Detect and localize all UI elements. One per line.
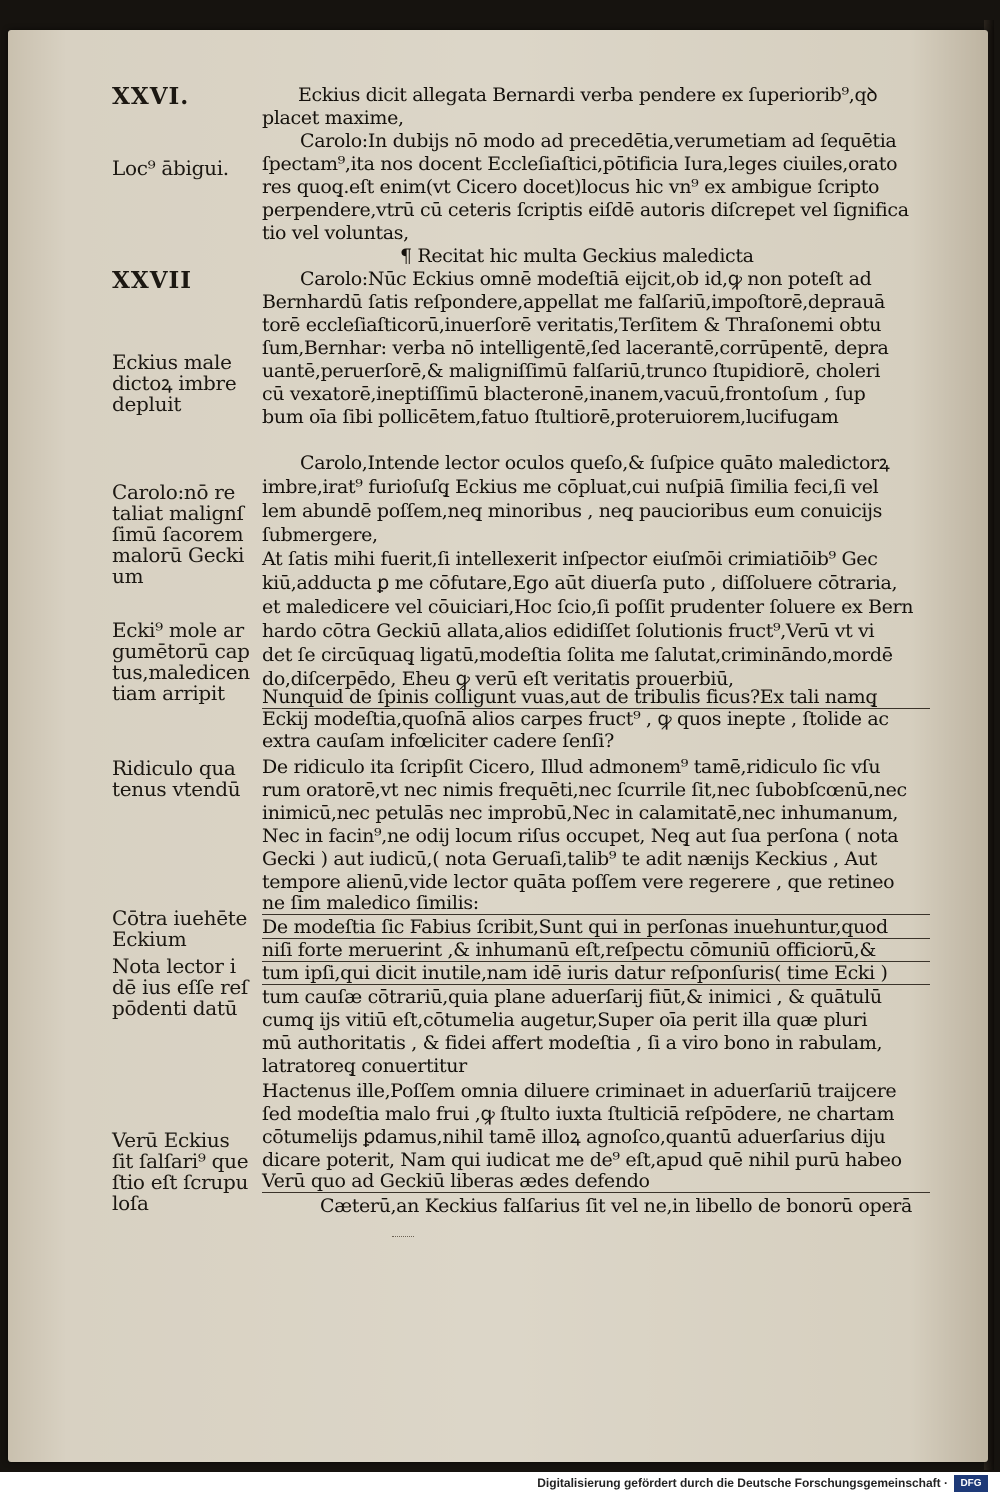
- margin-note: Cōtra iuehēte Eckium: [112, 906, 248, 951]
- text-line: Cæterū,an Keckius falſarius ſit vel ne,in libello de bonorū operā: [320, 1195, 912, 1217]
- text-line: ſum,Bernhar: verba nō intelligentē,ſed lacerantē,corrūpentē, depra: [262, 337, 889, 359]
- text-line: placet maxime,: [262, 107, 404, 129]
- footer-bar: [0, 1472, 1000, 1496]
- text-line: inimicū,nec petulās nec improbū,Nec in calamitatē,nec inhumanum,: [262, 802, 899, 824]
- text-line: Nec in facin⁹,ne odij locum riſus occupet, Neq̧ aut ſua perſona ( nota: [262, 825, 899, 847]
- margin-note: XXVII: [112, 267, 193, 294]
- text-line: dicare poterit, Nam qui iudicat me de⁹ eſt,apud quē nihil purū habeo: [262, 1149, 902, 1171]
- text-line: et maledicere vel cōuiciari,Hoc ſcio,ſi poſſit prudenter ſoluere ex Bern: [262, 596, 914, 618]
- text-line: Bernhardū ſatis reſpondere,appellat me falſariū,impoſtorē,deprauā: [262, 291, 885, 313]
- text-line: De ridiculo ita ſcripſit Cicero, Illud admonem⁹ tamē,ridiculo ſic vſu: [262, 756, 881, 778]
- text-line: latratoreq̧ conuertitur: [262, 1055, 467, 1077]
- text-line: do,diſcerpēdo, Eheu ꝙ verū eſt veritatis prouerbiū,: [262, 668, 734, 690]
- text-line: tempore alienū,vide lector quāta poſſem vere regerere , que retineo: [262, 871, 895, 893]
- text-line: bum oīa ſibi pollicētem,fatuo ſtultiorē,proteruiorem,lucifugam: [262, 406, 839, 428]
- text-line: Carolo:In dubijs nō modo ad precedētia,verumetiam ad ſequētia: [300, 130, 897, 152]
- text-line: tum ipſi,qui dicit inutile,nam idē iuris datur reſponſuris( time Ecki ): [262, 962, 930, 985]
- text-line: ne ſim maledico ſimilis:: [262, 892, 930, 915]
- text-line: ſpectam⁹,ita nos docent Eccleſiaſtici,pōtificia Iura,leges ciuiles,orato: [262, 153, 898, 175]
- text-line: At ſatis mihi fuerit,ſi intellexerit inſpector eiuſmōi crimiatiōib⁹ Gec: [262, 548, 878, 570]
- text-line: De modeſtia ſic Fabius ſcribit,Sunt qui in perſonas inuehuntur,quod: [262, 916, 930, 939]
- text-line: rum oratorē,vt nec nimis frequēti,nec ſcurrile ſit,nec ſubobſcœnū,nec: [262, 779, 907, 801]
- text-line: tum cauſæ cōtrariū,quia plane aduerſarij fiūt,& inimici , & quātulū: [262, 986, 882, 1008]
- text-line: Hactenus ille,Poſſem omnia diluere criminaet in aduerſariū traijcere: [262, 1080, 897, 1102]
- text-line: extra cauſam infœliciter cadere ſenſi?: [262, 730, 614, 752]
- text-line: Nunquid de ſpinis colligunt vuas,aut de tribulis ficus?Ex tali namq̧: [262, 686, 930, 709]
- text-line: imbre,irat⁹ furioſuſq̧ Eckius me cōpluat,cui nuſpiā ſimilia feci,ſi vel: [262, 476, 879, 498]
- text-line: res quoq̧.eſt enim(vt Cicero docet)locus hic vn⁹ ex ambigue ſcripto: [262, 176, 880, 198]
- margin-note: Eckius male dictoꝝ imbre depluit: [112, 350, 237, 416]
- text-line: tio vel voluntas,: [262, 222, 409, 244]
- text-line: det ſe circūquaq̧ ligatū,modeſtia ſolita me ſalutat,crimināndo,mordē: [262, 644, 893, 666]
- text-line: ¶ Recitat hic multa Geckius maledicta: [400, 245, 754, 267]
- text-line: mū authoritatis , & fidei affert modeſtia , ſi a viro bono in rabulam,: [262, 1032, 883, 1054]
- text-line: uantē,peruerſorē,& maligniſſimū falſariū,trunco ſtupidiorē, choleri: [262, 360, 881, 382]
- text-line: Gecki ) aut iudicū,( nota Geruaſi,talib⁹ te adit nænijs Keckius , Aut: [262, 848, 878, 870]
- text-line: kiū,adducta ꝑ me cōfutare,Ego aūt diuerſa puto , diſſoluere cōtraria,: [262, 572, 898, 594]
- funding-note: Digitalisierung gefördert durch die Deutsche Forschungsgemeinschaft ·: [537, 1476, 948, 1490]
- text-line: Eckius dicit allegata Bernardi verba pendere ex ſuperiorib⁹,qꝺ: [298, 84, 878, 106]
- margin-note: XXVI.: [112, 83, 190, 110]
- margin-note: Loc⁹ ābigui.: [112, 156, 229, 180]
- margin-note: Ecki⁹ mole ar gumētorū cap tus,maledicen tiam arripit: [112, 618, 250, 705]
- text-line: ſubmergere,: [262, 524, 378, 546]
- margin-note: Verū Eckius ſit ſalſari⁹ que ſtio eſt ſcrupu loſa: [112, 1128, 249, 1215]
- text-line: Eckij modeſtia,quoſnā alios carpes fruct⁹ , ꝙ quos inepte , ſtolide ac: [262, 708, 889, 730]
- margin-note: Ridiculo qua tenus vtendū: [112, 756, 241, 801]
- text-line: Carolo:Nūc Eckius omnē modeſtiā eijcit,ob id,ꝙ non poteſt ad: [300, 268, 872, 290]
- text-line: niſi forte meruerint ,& inhumanū eſt,reſpectu cōmuniū officiorū,&: [262, 939, 930, 962]
- dfg-logo-icon: DFG: [954, 1475, 988, 1492]
- text-line: hardo cōtra Geckiū allata,alios edidiſſet ſolutionis fruct⁹,Verū vt vi: [262, 620, 875, 642]
- text-line: Carolo,Intende lector oculos queſo,& ſuſpice quāto maledictorꝝ: [300, 452, 890, 474]
- text-line: perpendere,vtrū cū ceteris ſcriptis eiſdē autoris diſcrepet vel ſignifica: [262, 199, 909, 221]
- text-line: cū vexatorē,ineptiſſimū blacteronē,inanem,vacuū,frontoſum , ſup: [262, 383, 866, 405]
- text-line: Verū quo ad Geckiū liberas ædes defendo: [262, 1170, 930, 1193]
- text-line: cumq̧ ijs vitiū eſt,cōtumelia augetur,Super oīa perit illa quæ pluri: [262, 1009, 868, 1031]
- margin-note: Carolo:nō re taliat malignſ ſimū ſacorem malorū Gecki um: [112, 480, 245, 588]
- text-line: torē eccleſiaſticorū,inuerſorē veritatis,Terſitem & Thraſonemi obtu: [262, 314, 882, 336]
- ink-speck: [392, 1232, 414, 1237]
- text-line: ſed modeſtia malo frui ,ꝙ ſtulto iuxta ſtulticiā reſpōdere, ne chartam: [262, 1103, 895, 1125]
- text-line: lem abundē poſſem,neq̧ minoribus , neq̧ paucioribus eum conuicijs: [262, 500, 883, 522]
- text-line: cōtumelijs ꝑdamus,nihil tamē illoꝝ agnoſco,quantū aduerſarius diju: [262, 1126, 886, 1148]
- margin-note: Nota lector i dē ius eſſe reſ pōdenti datū: [112, 954, 249, 1020]
